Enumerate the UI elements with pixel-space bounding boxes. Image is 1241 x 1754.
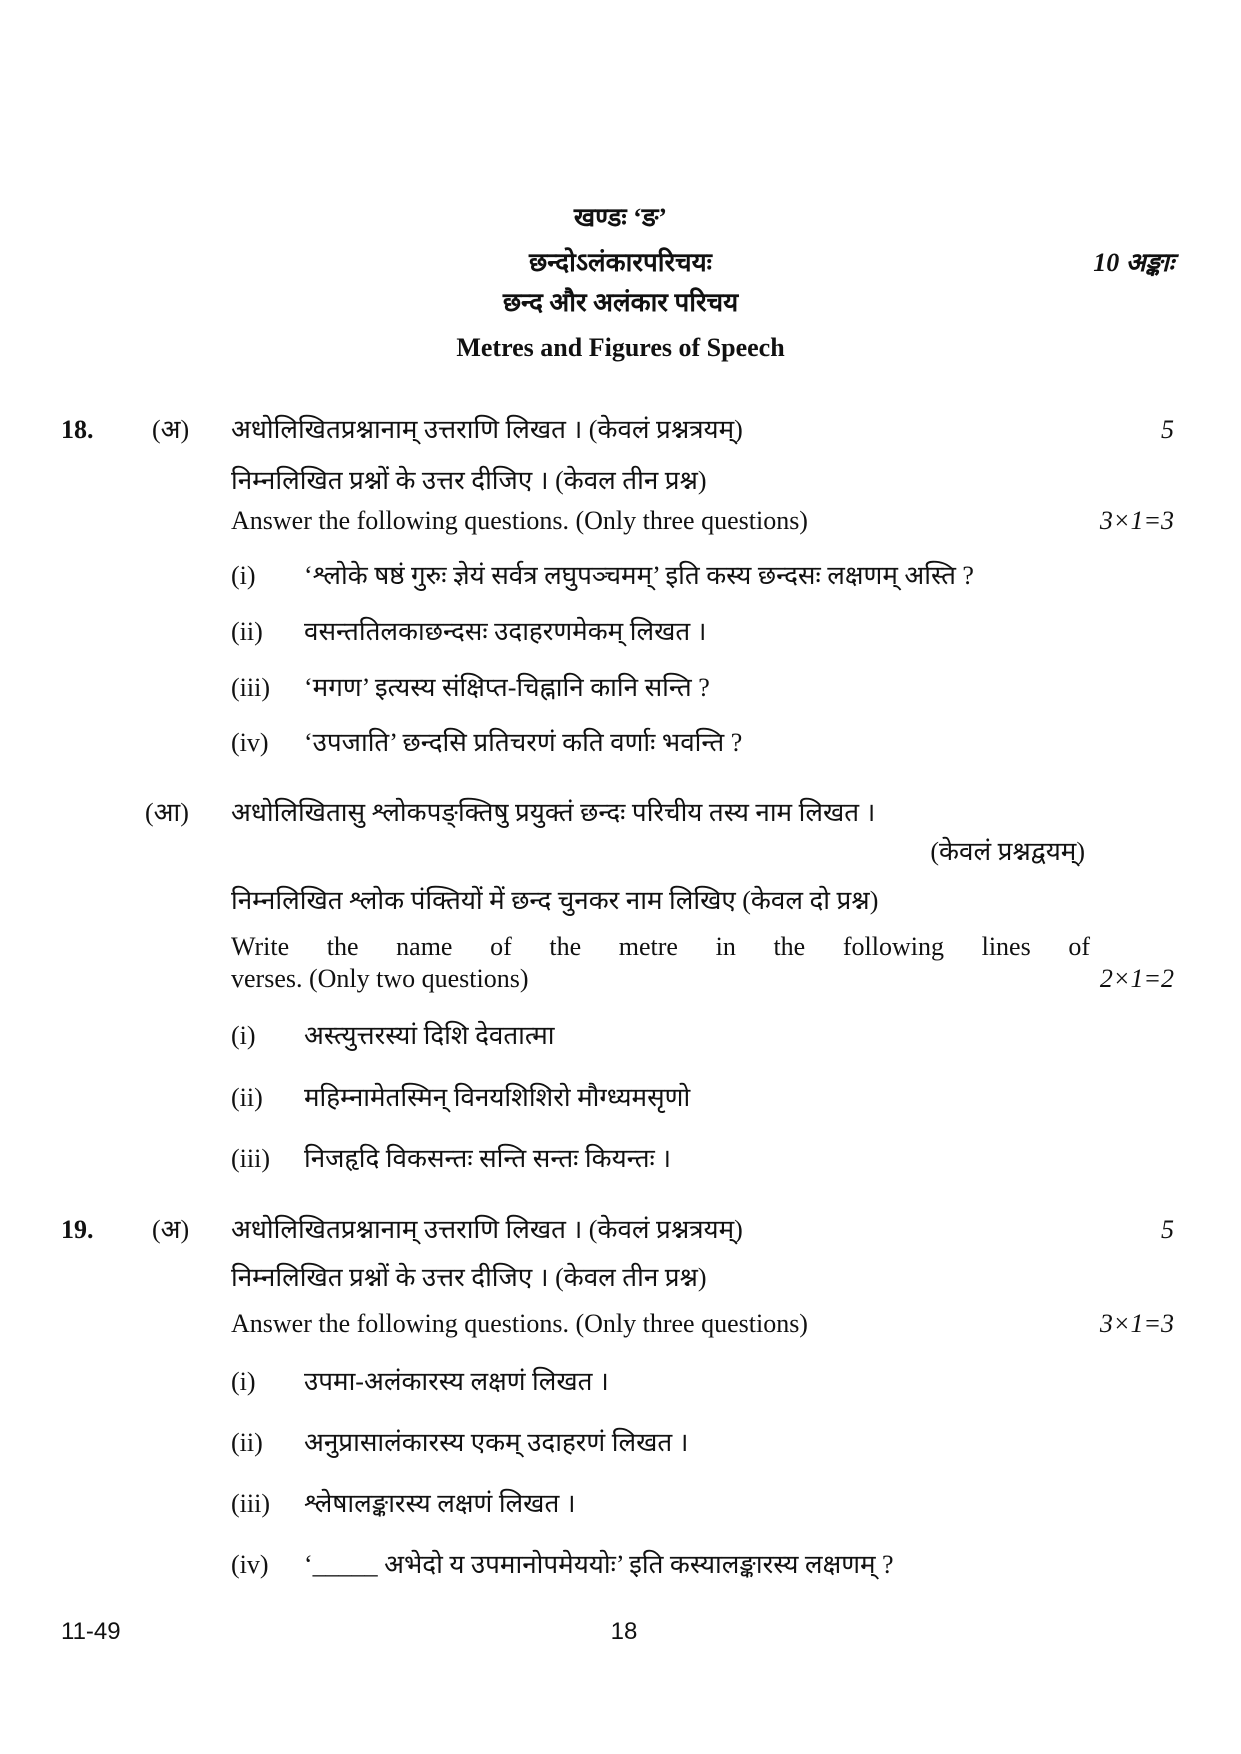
- question-item: ‘उपजाति’ छन्दसि प्रतिचरणं कति वर्णाः भवन्ति ?: [304, 728, 743, 757]
- section-title-sanskrit: छन्दोऽलंकारपरिचयः: [529, 248, 712, 277]
- part-label: (अ): [152, 415, 190, 444]
- item-label: (iv): [231, 728, 269, 757]
- item-label: (ii): [231, 617, 263, 646]
- paper-code: 11-49: [61, 1618, 121, 1645]
- instruction-english: Answer the following questions. (Only three questions): [231, 1309, 808, 1338]
- total-marks: 5: [1161, 1215, 1174, 1244]
- instruction-sanskrit: अधोलिखितप्रश्नानाम् उत्तराणि लिखत । (केवलं प्रश्नत्रयम्): [231, 1215, 743, 1244]
- item-label: (i): [231, 561, 256, 590]
- instruction-english: Answer the following questions. (Only three questions): [231, 506, 808, 535]
- question-item: अनुप्रासालंकारस्य एकम् उदाहरणं लिखत ।: [304, 1428, 689, 1457]
- instruction-note: (केवलं प्रश्नद्वयम्): [930, 837, 1085, 866]
- question-item: ‘श्लोके षष्ठं गुरुः ज्ञेयं सर्वत्र लघुपञ्चमम्’ इति कस्य छन्दसः लक्षणम् अस्ति ?: [304, 561, 974, 590]
- item-label: (iv): [231, 1550, 269, 1579]
- question-item: श्लेषालङ्कारस्य लक्षणं लिखत ।: [304, 1489, 576, 1518]
- instruction-hindi: निम्नलिखित श्लोक पंक्तियों में छन्द चुनकर नाम लिखिए (केवल दो प्रश्न): [231, 886, 879, 915]
- marks-breakdown: 3×1=3: [1099, 1309, 1174, 1338]
- part-label: (अ): [152, 1215, 190, 1244]
- section-heading: खण्डः ‘ङ’: [573, 203, 668, 232]
- verse-item: अस्त्युत्तरस्यां दिशि देवतात्मा: [304, 1021, 555, 1050]
- item-label: (ii): [231, 1428, 263, 1457]
- section-marks: 10 अङ्काः: [1093, 248, 1174, 277]
- marks-breakdown: 3×1=3: [1099, 506, 1174, 535]
- page-number: 18: [610, 1618, 638, 1645]
- item-label: (iii): [231, 673, 270, 702]
- question-number-18: 18.: [61, 415, 94, 444]
- section-title-english: Metres and Figures of Speech: [456, 333, 785, 362]
- instruction-hindi: निम्नलिखित प्रश्नों के उत्तर दीजिए । (केवल तीन प्रश्न): [231, 466, 707, 495]
- total-marks: 5: [1161, 415, 1174, 444]
- instruction-sanskrit: अधोलिखितप्रश्नानाम् उत्तराणि लिखत । (केवलं प्रश्नत्रयम्): [231, 415, 743, 444]
- item-label: (i): [231, 1367, 256, 1396]
- question-number-19: 19.: [61, 1215, 94, 1244]
- item-label: (i): [231, 1021, 256, 1050]
- question-item: उपमा-अलंकारस्य लक्षणं लिखत ।: [304, 1367, 609, 1396]
- question-item: वसन्ततिलकाछन्दसः उदाहरणमेकम् लिखत ।: [304, 617, 707, 646]
- verse-item: निजहृदि विकसन्तः सन्ति सन्तः कियन्तः ।: [304, 1144, 672, 1173]
- verse-item: महिम्नामेतस्मिन् विनयशिशिरो मौग्ध्यमसृणो: [304, 1083, 691, 1112]
- part-label: (आ): [145, 798, 189, 827]
- marks-breakdown: 2×1=2: [1099, 964, 1174, 993]
- instruction-hindi: निम्नलिखित प्रश्नों के उत्तर दीजिए । (केवल तीन प्रश्न): [231, 1263, 707, 1292]
- item-label: (iii): [231, 1144, 270, 1173]
- section-title-hindi: छन्द और अलंकार परिचय: [502, 288, 739, 317]
- instruction-english: Write the name of the metre in the following lines of: [231, 932, 1090, 961]
- item-label: (iii): [231, 1489, 270, 1518]
- question-item: ‘मगण’ इत्यस्य संक्षिप्त-चिह्नानि कानि सन्ति ?: [304, 673, 710, 702]
- question-item: ‘_____ अभेदो य उपमानोपमेययोः’ इति कस्यालङ्कारस्य लक्षणम् ?: [304, 1550, 894, 1579]
- instruction-sanskrit: अधोलिखितासु श्लोकपङ्क्तिषु प्रयुक्तं छन्दः परिचीय तस्य नाम लिखत ।: [231, 798, 876, 827]
- item-label: (ii): [231, 1083, 263, 1112]
- instruction-english-cont: verses. (Only two questions): [231, 964, 529, 993]
